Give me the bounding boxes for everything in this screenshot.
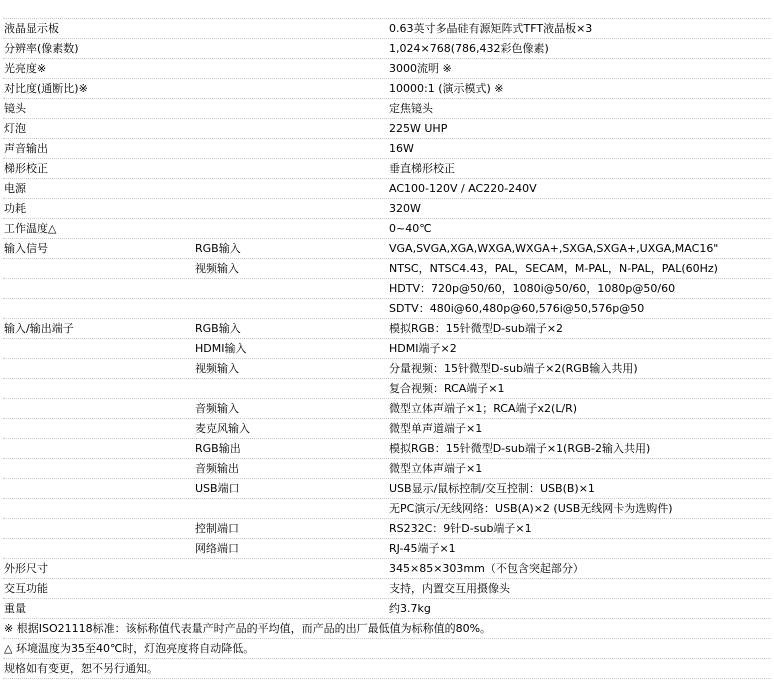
spec-row — [3, 79, 771, 99]
spec-subcategory: RGB输入 — [195, 242, 241, 255]
spec-subcategory: RGB输出 — [195, 442, 241, 455]
spec-value: 模拟RGB：15针微型D-sub端子×2 — [389, 322, 564, 335]
spec-subcategory: USB端口 — [195, 482, 240, 495]
spec-row — [3, 259, 771, 279]
spec-value: 无PC演示/无线网络：USB(A)×2 (USB无线网卡为选购件) — [389, 502, 673, 515]
spec-value: NTSC，NTSC4.43，PAL，SECAM，M-PAL，N-PAL，PAL(60Hz) — [389, 262, 718, 275]
spec-row — [3, 99, 771, 119]
spec-category: 工作温度△ — [4, 222, 57, 235]
spec-value: 微型单声道端子×1 — [389, 422, 483, 435]
spec-subcategory: 音频输入 — [195, 402, 239, 415]
spec-row — [3, 379, 771, 399]
spec-value: VGA,SVGA,XGA,WXGA,WXGA+,SXGA,SXGA+,UXGA,MAC16" — [389, 242, 719, 255]
footnote-text: △ 环境温度为35至40℃时，灯泡亮度将自动降低。 — [4, 642, 255, 655]
spec-value: 微型立体声端子×1；RCA端子x2(L/R) — [389, 402, 578, 415]
spec-category: 电源 — [4, 182, 26, 195]
spec-category: 输入信号 — [4, 242, 48, 255]
spec-row — [3, 499, 771, 519]
spec-row — [3, 519, 771, 539]
spec-row — [3, 319, 771, 339]
spec-row — [3, 559, 771, 579]
spec-value: 345×85×303mm（不包含突起部分） — [389, 562, 584, 575]
spec-value: 16W — [389, 142, 414, 155]
footnote — [3, 659, 771, 679]
footnote — [3, 639, 771, 659]
spec-row — [3, 459, 771, 479]
spec-row — [3, 419, 771, 439]
spec-value: 3000流明 ※ — [389, 62, 452, 75]
spec-value: HDTV：720p@50/60，1080i@50/60，1080p@50/60 — [389, 282, 676, 295]
spec-category: 液晶显示板 — [4, 22, 59, 35]
spec-category: 交互功能 — [4, 582, 48, 595]
spec-value: HDMI端子×2 — [389, 342, 457, 355]
spec-value: 0.63英寸多晶硅有源矩阵式TFT液晶板×3 — [389, 22, 593, 35]
footnote-text: ※ 根据ISO21118标准：该标称值代表量产时产品的平均值，而产品的出厂最低值为标称值的80%。 — [4, 622, 492, 635]
spec-value: 垂直梯形校正 — [389, 162, 455, 175]
spec-value: RJ-45端子×1 — [389, 542, 456, 555]
spec-row — [3, 579, 771, 599]
spec-value: 分量视频：15针微型D-sub端子×2(RGB输入共用) — [389, 362, 638, 375]
spec-row — [3, 279, 771, 299]
spec-row — [3, 139, 771, 159]
spec-row — [3, 479, 771, 499]
spec-row — [3, 19, 771, 39]
spec-category: 光亮度※ — [4, 62, 47, 75]
spec-row — [3, 159, 771, 179]
spec-row — [3, 339, 771, 359]
spec-subcategory: 音频输出 — [195, 462, 239, 475]
spec-subcategory: 视频输入 — [195, 262, 239, 275]
spec-row — [3, 119, 771, 139]
spec-row — [3, 539, 771, 559]
footnote — [3, 619, 771, 639]
spec-row — [3, 179, 771, 199]
spec-subcategory: RGB输入 — [195, 322, 241, 335]
spec-value: 225W UHP — [389, 122, 448, 135]
spec-subcategory: 控制端口 — [195, 522, 239, 535]
spec-value: 支持，内置交互用摄像头 — [389, 582, 510, 595]
spec-row — [3, 59, 771, 79]
spec-subcategory: HDMI输入 — [195, 342, 247, 355]
spec-row — [3, 359, 771, 379]
spec-value: 微型立体声端子×1 — [389, 462, 483, 475]
spec-value: USB显示/鼠标控制/交互控制：USB(B)×1 — [389, 482, 595, 495]
spec-value: 10000:1 (演示模式) ※ — [389, 82, 504, 95]
spec-value: 0~40℃ — [389, 222, 432, 235]
spec-table — [3, 19, 771, 679]
spec-subcategory: 网络端口 — [195, 542, 239, 555]
spec-value: SDTV：480i@60,480p@60,576i@50,576p@50 — [389, 302, 645, 315]
spec-row — [3, 439, 771, 459]
spec-value: 定焦镜头 — [389, 102, 433, 115]
spec-value: AC100-120V / AC220-240V — [389, 182, 537, 195]
spec-row — [3, 199, 771, 219]
spec-value: 约3.7kg — [389, 602, 431, 615]
spec-category: 镜头 — [4, 102, 26, 115]
spec-row — [3, 399, 771, 419]
spec-subcategory: 麦克风输入 — [195, 422, 250, 435]
spec-value: 320W — [389, 202, 421, 215]
spec-value: 模拟RGB：15针微型D-sub端子×1(RGB-2输入共用) — [389, 442, 651, 455]
spec-row — [3, 599, 771, 619]
spec-category: 分辨率(像素数) — [4, 42, 79, 55]
spec-row — [3, 299, 771, 319]
spec-category: 灯泡 — [4, 122, 26, 135]
spec-value: 复合视频：RCA端子×1 — [389, 382, 505, 395]
spec-row — [3, 239, 771, 259]
spec-value: RS232C：9针D-sub端子×1 — [389, 522, 532, 535]
spec-value: 1,024×768(786,432彩色像素) — [389, 42, 549, 55]
footnote-text: 规格如有变更，恕不另行通知。 — [4, 662, 158, 675]
spec-subcategory: 视频输入 — [195, 362, 239, 375]
spec-category: 输入/输出端子 — [4, 322, 74, 335]
spec-category: 重量 — [4, 602, 26, 615]
spec-row — [3, 39, 771, 59]
spec-category: 功耗 — [4, 202, 26, 215]
spec-category: 声音输出 — [4, 142, 48, 155]
spec-category: 外形尺寸 — [4, 562, 48, 575]
spec-category: 梯形校正 — [4, 162, 48, 175]
spec-category: 对比度(通断比)※ — [4, 82, 88, 95]
spec-row — [3, 219, 771, 239]
